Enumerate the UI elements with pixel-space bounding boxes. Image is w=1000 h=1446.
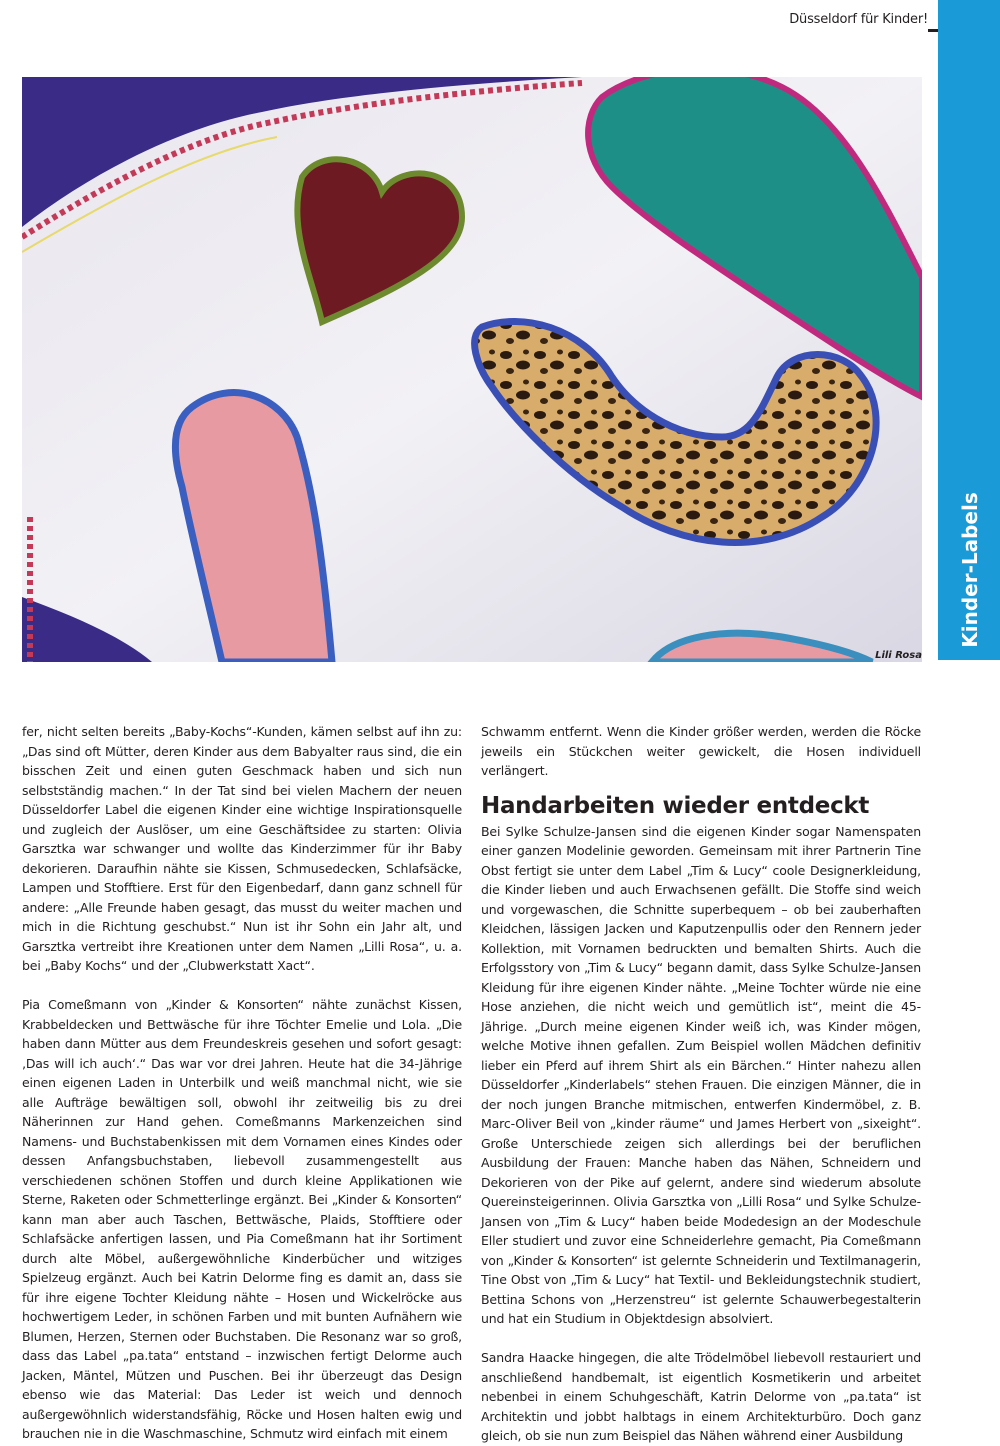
article-paragraph: Bei Sylke Schulze-Jansen sind die eigenen Kinder sogar Namenspaten einer ganzen Modelinie geworden. Gemeinsam mit ihrer Partnerin Tine Obst fertigt sie unter dem Label „Tim & Lucy“ coole Designerkleidung, die Kinder lieben und auch Erwachsenen gefällt. Die Stoffe sind weich und vorgewaschen, die Schnitte superbequem – ob bei zauberhaften Kleidchen, lässigen Jacken und Kaputzenpullis oder den Rennern jeder Kollektion, mit Vornamen bedruckten und bemalten Shirts. Auch die Erfolgsstory von „Tim & Lucy“ begann damit, dass Sylke Schulze-Jansen Kleidung für ihre eigenen Kinder nähte. „Meine Tochter würde nie eine Hose anziehen, die nicht weich und gemütlich ist“, meint die 45-Jährige. „Durch meine eigenen Kinder weiß ich, was Kinder mögen, welche Motive ihnen gefallen. Zum Beispiel wollen Mädchen definitiv lieber ein Pferd auf ihrem Shirt als ein Bärchen.“ Hinter nahezu allen Düsseldorfer „Kinderlabels“ stehen Frauen. Die einzigen Männer, die in der noch jungen Branche mitmischen, entwerfen Kindermöbel, z. B. Marc-Oliver Beil von „kinder räume“ und James Herbert von „sixeight“. Große Unterschiede zeigen sich allerdings bei der beruflichen Ausbildung der Frauen: Manche haben das Nähen, Schneidern und Dekorieren von der Pike auf gelernt, andere sind wiederum absolute Quereinsteigerinnen. Olivia Garsztka von „Lilli Rosa“ und Sylke Schulze-Jansen von „Tim & Lucy“ haben beide Modedesign an der Modeschule Eller studiert und zuvor eine Schneiderlehre gemacht, Pia Comeßmann von „Kinder & Konsorten“ ist gelernte Schneiderin und Textilmanagerin, Tine Obst von „Tim & Lucy“ hat Textil- und Bekleidungstechnik studiert, Bettina Schons von „Herzenstreu“ ist gelernte Schauwerbegestalterin und hat ein Studium in Objektdesign absolviert. [481, 823, 921, 1326]
section-tab-label: Kinder-Labels [958, 492, 982, 648]
article-column-left [22, 722, 462, 1444]
article-paragraph: Schwamm entfernt. Wenn die Kinder größer werden, werden die Röcke jeweils ein Stückchen weiter gewickelt, die Hosen individuell verlängert. [481, 724, 921, 778]
article-paragraph: fer, nicht selten bereits „Baby-Kochs“-Kunden, kämen selbst auf ihn zu: „Das sind oft Mütter, deren Kinder aus dem Babyalter raus sind, die ein bisschen Zeit und einen guten Geschmack haben und sich nun selbstständig machen.“ In der Tat sind bei vielen Machern der neuen Düsseldorfer Label die eigenen Kinder eine wichtige Inspirationsquelle und zugleich der Auslöser, um eine Geschäftsidee zu starten: Olivia Garsztka war schwanger und wollte das Kinderzimmer für ihr Baby dekorieren. Daraufhin nähte sie Kissen, Schmusedecken, Schlafsäcke, Lampen und Stofftiere. Erst für den Eigenbedarf, dann ganz schnell für andere: „Alle Freunde haben gesagt, das musst du weiter machen und mich in die Richtung geschubst.“ Nun ist ihr Sohn ein Jahr alt, und Garsztka vertreibt ihre Kreationen unter dem Namen „Lilli Rosa“, u. a. bei „Baby Kochs“ und der „Clubwerkstatt Xact“. [22, 724, 462, 973]
article-paragraph: Sandra Haacke hingegen, die alte Trödelmöbel liebevoll restauriert und anschließend handbemalt, ist eigentlich Kosmetikerin und arbeitet nebenbei in einem Schuhgeschäft, Katrin Delorme von „pa.tata“ ist Architektin und jobbt halbtags in einem Architekturbüro. Doch ganz gleich, ob sie nun zum Beispiel das Nähen während einer Ausbildung [481, 1350, 921, 1443]
photo-credit: Lili Rosa [875, 650, 922, 661]
header-divider [928, 29, 938, 32]
article-column-right [481, 722, 921, 1446]
article-paragraph: Pia Comeßmann von „Kinder & Konsorten“ nähte zunächst Kissen, Krabbeldecken und Bettwäsche für ihre Töchter Emelie und Lola. „Die haben dann Mütter aus dem Freundeskreis gesehen und sofort gesagt: ‚Das will ich auch‘.“ Das war vor drei Jahren. Heute hat die 34-Jährige einen eigenen Laden in Unterbilk und weiß manchmal nicht, wie sie alle Aufträge bewältigen soll, obwohl ihr zeitweilig bis zu drei Näherinnen zur Hand gehen. Comeßmanns Markenzeichen sind Namens- und Buchstabenkissen mit dem Vornamen eines Kindes oder dessen Anfangsbuchstaben, liebevoll zusammengestellt aus verschiedenen schönen Stoffen und durch kleine Applikationen wie Sterne, Raketen oder Schmetterlinge ergänzt. Bei „Kinder & Konsorten“ kann man aber auch Taschen, Bettwäsche, Plaids, Stofftiere oder Schlafsäcke anfertigen lassen, und Pia Comeßmann hat ihr Sortiment durch alte Möbel, außergewöhnliche Kinderbücher und witziges Spielzeug ergänzt. Auch bei Katrin Delorme fing es damit an, dass sie für ihre eigene Tochter Kleidung nähte – Hosen und Wickelröcke aus hochwertigem Leder, in schönen Farben und mit bunten Aufnähern wie Blumen, Herzen, Sternen oder Buchstaben. Die Resonanz war so groß, dass das Label „pa.tata“ entstand – inzwischen fertigt Delorme auch Jacken, Mäntel, Mützen und Puschen. Bei ihr überzeugt das Design ebenso wie das Material: Das Leder ist weich und dennoch außergewöhnlich widerstandsfähig, Röcke und Hosen halten ewig und brauchen nie in die Waschmaschine, Schmutz wird einfach mit einem [22, 997, 462, 1441]
running-header: Düsseldorf für Kinder! [789, 12, 928, 27]
feature-photo [22, 77, 922, 662]
section-heading: Handarbeiten wieder entdeckt [481, 792, 870, 819]
